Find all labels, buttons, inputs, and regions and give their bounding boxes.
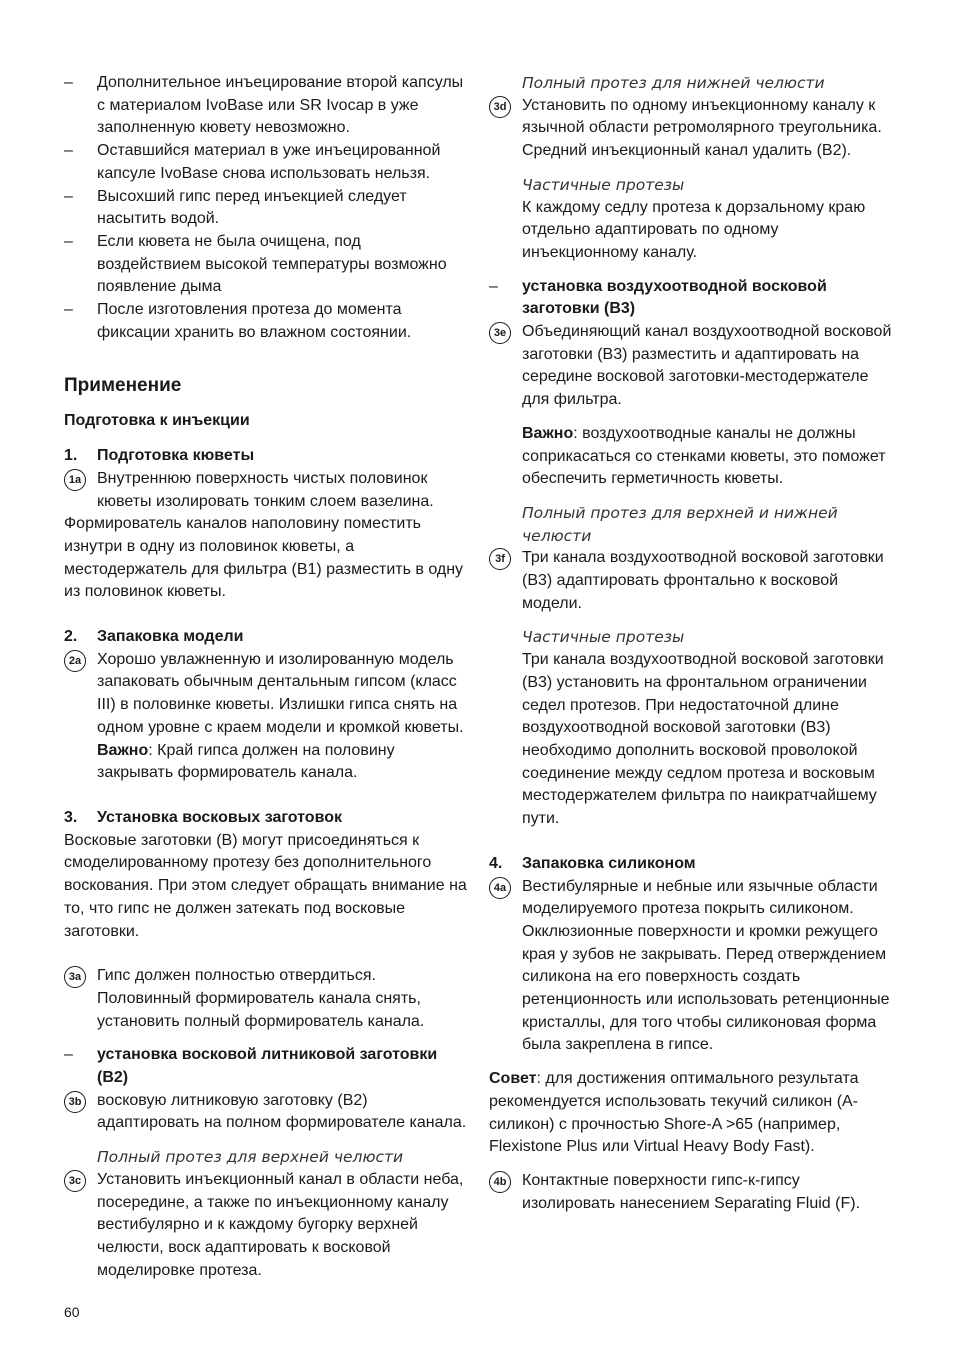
b2-title: – установка восковой литниковой заготовки (B2) bbox=[64, 1046, 438, 1087]
page-number: 60 bbox=[64, 1304, 80, 1320]
step-badge: 3b bbox=[64, 1091, 86, 1113]
tip-note: Совет: для достижения оптимального результата рекомендуется использовать текучий силикон (A-силикон) с прочностью Shore-A >65 (например, Flexistone Plus или Virtual Heavy Body Fast). bbox=[489, 1070, 859, 1156]
step-badge: 3a bbox=[64, 966, 86, 988]
step-2a: 2a Хорошо увлажненную и изолированную модель запаковать обычным дентальным гипсом (класс III) в половинке кюветы. Излишки гипса снять на одном уровне с краем модели и кромкой кюветы. Важно: Край гипса должен на половину закрывать формирователь канала. bbox=[64, 649, 468, 785]
step-3c: 3c Установить инъекционный канал в области неба, посередине, а также по инъекционному каналу вестибулярно и к каждому бугорку верхней челюсти, воск адаптировать к восковой моделировке протеза. bbox=[64, 1169, 468, 1283]
step-3f: 3f Три канала воздухоотводной восковой заготовки (B3) адаптировать фронтально к восковой модели. bbox=[489, 547, 893, 615]
list-item: – Если кювета не была очищена, под воздействием высокой температуры возможно появление дыма bbox=[64, 232, 447, 296]
partial-text: Три канала воздухоотводной восковой заготовки (B3) установить на фронтальном ограничении седел протезов. При недостаточной длине воздухоотводной восковой заготовки (B3) необходимо дополнить восковой проволокой соединение между седлом протеза и восковым местодержателем фильтра по наикратчайшему пути. bbox=[522, 651, 884, 828]
step-4a: 4a Вестибулярные и небные или язычные области моделируемого протеза покрыть силиконом. Окклюзионные поверхности и кромки режущего края у зубов не закрывать. Перед отверждением силикона на его поверхность создать ретенционность или использовать ретенционные кристаллы, для того чтобы силиконовая форма была закреплена в гипсе. bbox=[489, 876, 893, 1058]
partial-text: К каждому седлу протеза к дорзальному краю отдельно адаптировать по одному инъекционному каналу. bbox=[522, 198, 866, 261]
step-badge: 1a bbox=[64, 469, 86, 491]
step-badge: 3d bbox=[489, 96, 511, 118]
step-4-title: 4. Запаковка силиконом bbox=[489, 854, 696, 872]
step-1a: 1a Внутреннюю поверхность чистых половинок кюветы изолировать тонким слоем вазелина. Формирователь каналов наполовину поместить изнутри в одну из половинок кюветы, а местодержатель для фильтра (B1) разместить в одну из половинок кюветы. bbox=[64, 469, 464, 601]
step-3-intro: Восковые заготовки (B) могут присоединяться к смоделированному протезу без дополнительного воскования. При этом следует обращать внимание на то, что гипс не должен затекать под восковые заготовки. bbox=[64, 831, 467, 940]
step-3b: 3b восковую литниковую заготовку (B2) адаптировать на полном формирователе канала. bbox=[64, 1090, 468, 1135]
section-title: Применение bbox=[64, 375, 182, 397]
step-1-title: 1. Подготовка кюветы bbox=[64, 447, 255, 465]
step-badge: 4b bbox=[489, 1171, 511, 1193]
b3-title: – установка воздухоотводной восковой заготовки (B3) bbox=[489, 277, 827, 318]
tip-label: Совет bbox=[489, 1070, 537, 1088]
both-jaws-title: Полный протез для верхней и нижней челюсти bbox=[522, 503, 838, 545]
step-badge: 3c bbox=[64, 1170, 86, 1192]
partial-title: Частичные протезы bbox=[522, 175, 685, 194]
step-2-title: 2. Запаковка модели bbox=[64, 628, 244, 646]
step-badge: 2a bbox=[64, 650, 86, 672]
step-3a: 3a Гипс должен полностью отвердиться. Половинный формирователь канала снять, установить полный формирователь канала. bbox=[64, 965, 468, 1033]
list-item: – Дополнительное инъецирование второй капсулы с материалом IvoBase или SR Ivocap в уже заполненную кювету невозможно. bbox=[64, 74, 464, 137]
important-note: Важно: воздухоотводные каналы не должны соприкасаться со стенками кюветы, это поможет обеспечить герметичность кюветы. bbox=[522, 424, 886, 488]
step-badge: 3f bbox=[489, 548, 511, 570]
subsection-title: Подготовка к инъекции bbox=[64, 412, 250, 430]
partial-title: Частичные протезы bbox=[522, 628, 685, 647]
left-column bbox=[64, 72, 468, 1282]
important-label: Важно bbox=[522, 424, 574, 442]
list-item: – Высохший гипс перед инъекцией следует насытить водой. bbox=[64, 187, 407, 228]
step-badge: 4a bbox=[489, 877, 511, 899]
list-item: – Оставшийся материал в уже инъецированной капсуле IvoBase снова использовать нельзя. bbox=[64, 142, 441, 182]
list-item: – После изготовления протеза до момента фиксации хранить во влажном состоянии. bbox=[64, 301, 412, 341]
step-4b: 4b Контактные поверхности гипс-к-гипсу изолировать нанесением Separating Fluid (F). bbox=[489, 1170, 893, 1215]
important-label: Важно bbox=[97, 741, 149, 759]
lower-jaw-title: Полный протез для нижней челюсти bbox=[522, 74, 825, 92]
step-badge: 3e bbox=[489, 322, 511, 344]
upper-jaw-title: Полный протез для верхней челюсти bbox=[97, 1148, 404, 1167]
right-column bbox=[489, 72, 893, 1215]
step-3-title: 3. Установка восковых заготовок bbox=[64, 808, 342, 826]
step-3e: 3e Объединяющий канал воздухоотводной восковой заготовки (B3) разместить и адаптировать на середине восковой заготовки-местодержателе для фильтра. bbox=[489, 321, 893, 412]
step-3d: 3d Установить по одному инъекционному каналу к язычной области ретромолярного треугольника. Средний инъекционный канал удалить (B2). bbox=[489, 95, 893, 163]
